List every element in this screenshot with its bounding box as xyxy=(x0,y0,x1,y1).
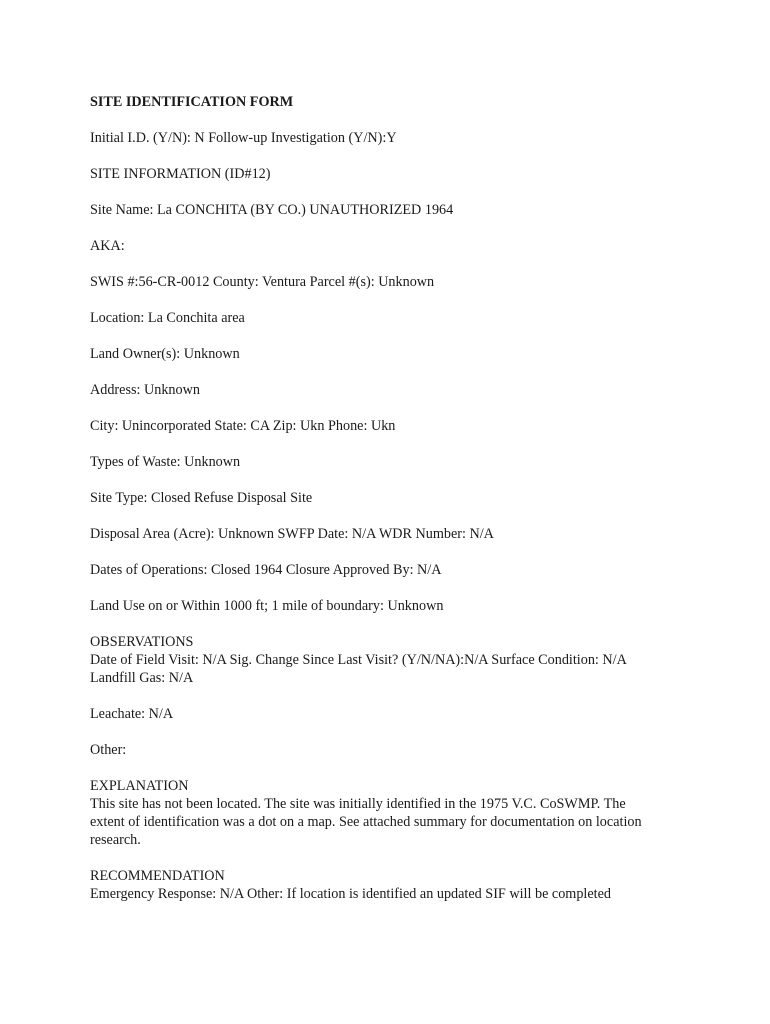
initial-id-line: Initial I.D. (Y/N): N Follow-up Investigation (Y/N):Y xyxy=(90,130,397,146)
location-line: Location: La Conchita area xyxy=(90,310,245,326)
observations-section xyxy=(90,633,700,687)
explanation-section xyxy=(90,777,700,849)
recommendation-line-1: Emergency Response: N/A Other: If location is identified an updated SIF will be completed xyxy=(90,886,612,902)
site-information-heading: SITE INFORMATION (ID#12) xyxy=(90,166,271,182)
observations-line-1: Date of Field Visit: N/A Sig. Change Since Last Visit? (Y/N/NA):N/A Surface Condition: N/A xyxy=(90,652,627,668)
disposal-area-line: Disposal Area (Acre): Unknown SWFP Date: N/A WDR Number: N/A xyxy=(90,526,494,542)
dates-operations-line: Dates of Operations: Closed 1964 Closure Approved By: N/A xyxy=(90,562,442,578)
leachate-line: Leachate: N/A xyxy=(90,706,174,722)
city-line: City: Unincorporated State: CA Zip: Ukn Phone: Ukn xyxy=(90,418,396,434)
site-name-line: Site Name: La CONCHITA (BY CO.) UNAUTHORIZED 1964 xyxy=(90,202,454,218)
aka-line: AKA: xyxy=(90,238,125,254)
form-title: SITE IDENTIFICATION FORM xyxy=(90,94,294,110)
swis-line: SWIS #:56-CR-0012 County: Ventura Parcel #(s): Unknown xyxy=(90,274,435,290)
recommendation-heading: RECOMMENDATION xyxy=(90,868,225,884)
observations-line-2: Landfill Gas: N/A xyxy=(90,670,194,686)
site-type-line: Site Type: Closed Refuse Disposal Site xyxy=(90,490,313,506)
explanation-line-2: extent of identification was a dot on a map. See attached summary for documentation on location xyxy=(90,814,642,830)
waste-types-line: Types of Waste: Unknown xyxy=(90,454,241,470)
address-line: Address: Unknown xyxy=(90,382,200,398)
explanation-line-3: research. xyxy=(90,832,141,848)
other-line: Other: xyxy=(90,742,127,758)
land-use-line: Land Use on or Within 1000 ft; 1 mile of boundary: Unknown xyxy=(90,598,444,614)
land-owner-line: Land Owner(s): Unknown xyxy=(90,346,240,362)
document-page xyxy=(90,93,700,921)
recommendation-section xyxy=(90,867,700,903)
observations-heading: OBSERVATIONS xyxy=(90,634,194,650)
explanation-line-1: This site has not been located. The site was initially identified in the 1975 V.C. CoSWMP. The xyxy=(90,796,626,812)
explanation-heading: EXPLANATION xyxy=(90,778,189,794)
